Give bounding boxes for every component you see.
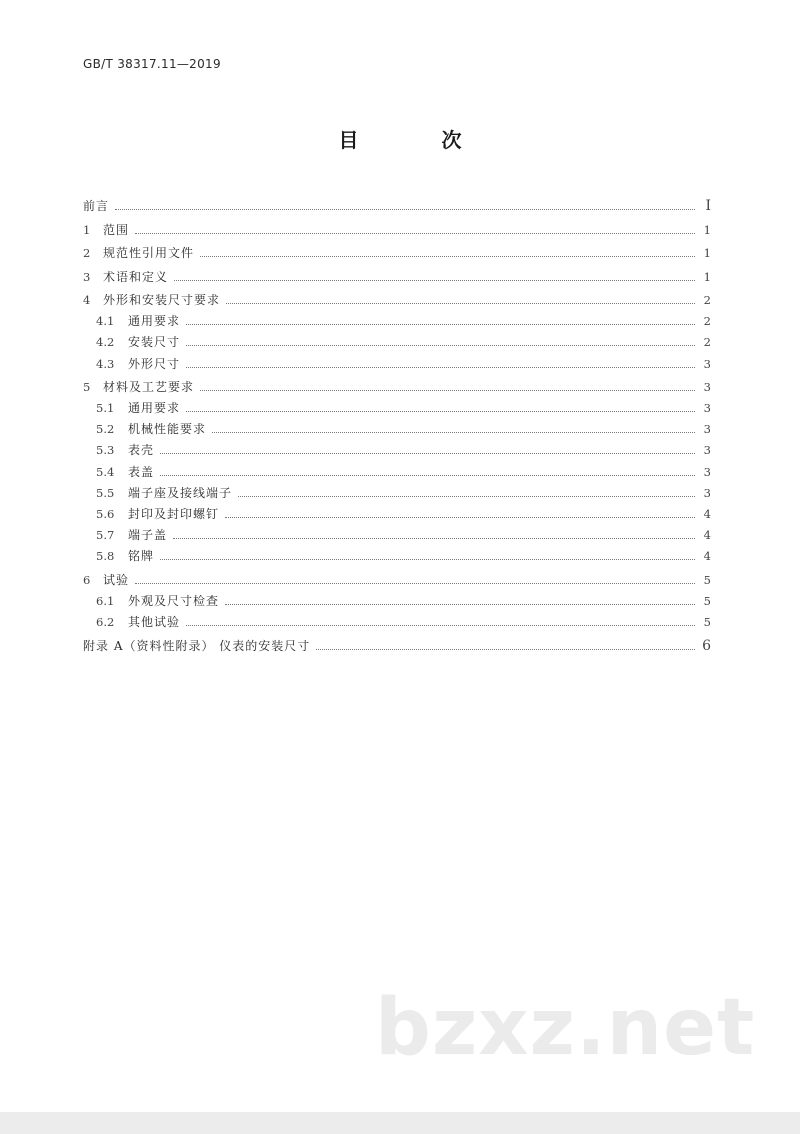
toc-entry-number: 6 xyxy=(83,572,91,587)
toc-entry[interactable] xyxy=(83,307,711,328)
toc-entry-page: 1 xyxy=(703,246,711,261)
toc-entry-label: 通用要求 xyxy=(128,401,181,416)
toc-entry-number: 5.2 xyxy=(96,422,115,437)
table-of-contents xyxy=(83,190,711,653)
dot-leader xyxy=(186,624,695,626)
toc-entry-number: 5.4 xyxy=(96,464,115,479)
dot-leader xyxy=(135,582,695,584)
toc-entry-number: 6.1 xyxy=(96,593,115,608)
toc-entry-number: 5.3 xyxy=(96,443,115,458)
toc-entry-label: 端子盖 xyxy=(128,528,168,543)
dot-leader xyxy=(160,474,695,476)
dot-leader xyxy=(160,452,695,454)
toc-entry-label: 外观及尺寸检查 xyxy=(128,593,220,608)
toc-entry[interactable] xyxy=(83,521,711,542)
toc-entry-label: 表盖 xyxy=(128,464,155,479)
toc-entry-page: 1 xyxy=(703,269,711,284)
toc-entry-label: 试验 xyxy=(103,572,130,587)
toc-entry-number: 4.3 xyxy=(96,356,115,371)
toc-entry-number: 1 xyxy=(83,222,91,237)
toc-entry-page: 5 xyxy=(703,615,711,630)
toc-entry-label: 表壳 xyxy=(128,443,155,458)
toc-entry[interactable] xyxy=(83,213,711,236)
toc-entry-page: 2 xyxy=(703,335,711,350)
toc-entry-page: I xyxy=(705,198,711,215)
dot-leader xyxy=(226,302,695,304)
toc-entry-page: 2 xyxy=(703,314,711,329)
dot-leader xyxy=(200,255,695,257)
toc-entry-page: 3 xyxy=(703,401,711,416)
toc-entry-number: 5.1 xyxy=(96,401,115,416)
toc-entry-page: 3 xyxy=(703,356,711,371)
toc-entry-number: 4.2 xyxy=(96,335,115,350)
toc-entry-label: 前言 xyxy=(83,199,110,214)
toc-entry-number: 4 xyxy=(83,292,91,307)
dot-leader xyxy=(186,323,695,325)
toc-entry[interactable] xyxy=(83,260,711,283)
toc-entry[interactable] xyxy=(83,328,711,349)
toc-entry-label: 外形尺寸 xyxy=(128,356,181,371)
standard-code: GB/T 38317.11—2019 xyxy=(83,57,221,71)
toc-entry-page: 3 xyxy=(703,464,711,479)
dot-leader xyxy=(200,389,695,391)
toc-entry[interactable] xyxy=(83,587,711,608)
toc-entry[interactable] xyxy=(83,415,711,436)
toc-entry[interactable] xyxy=(83,608,711,629)
toc-entry-number: 5.5 xyxy=(96,485,115,500)
dot-leader xyxy=(212,431,695,433)
toc-entry-number: 2 xyxy=(83,246,91,261)
dot-leader xyxy=(186,344,695,346)
toc-entry[interactable] xyxy=(83,371,711,394)
toc-entry-page: 3 xyxy=(703,379,711,394)
dot-leader xyxy=(225,603,695,605)
toc-entry-number: 5 xyxy=(83,379,91,394)
dot-leader xyxy=(186,366,695,368)
toc-entry-page: 4 xyxy=(703,549,711,564)
toc-entry[interactable] xyxy=(83,349,711,370)
toc-entry-page: 3 xyxy=(703,443,711,458)
dot-leader xyxy=(238,495,695,497)
toc-entry-label: 范围 xyxy=(103,222,130,237)
toc-entry-label: 外形和安装尺寸要求 xyxy=(103,292,221,307)
toc-entry[interactable] xyxy=(83,542,711,563)
toc-entry[interactable] xyxy=(83,237,711,260)
dot-leader xyxy=(160,558,695,560)
toc-entry-label: 安装尺寸 xyxy=(128,335,181,350)
toc-entry-label: 附录 A（资料性附录） 仪表的安装尺寸 xyxy=(83,638,311,653)
watermark: bzxz.net xyxy=(375,983,756,1073)
toc-entry-page: 4 xyxy=(703,507,711,522)
dot-leader xyxy=(115,208,695,210)
toc-entry-label: 通用要求 xyxy=(128,314,181,329)
toc-entry-page: 3 xyxy=(703,485,711,500)
toc-entry[interactable] xyxy=(83,479,711,500)
page-bottom-edge xyxy=(0,1112,800,1134)
toc-entry-number: 5.6 xyxy=(96,507,115,522)
toc-entry[interactable] xyxy=(83,457,711,478)
toc-entry-label: 机械性能要求 xyxy=(128,422,207,437)
toc-entry-number: 6.2 xyxy=(96,615,115,630)
toc-entry[interactable] xyxy=(83,190,711,213)
toc-entry-page: 4 xyxy=(703,528,711,543)
dot-leader xyxy=(174,279,695,281)
dot-leader xyxy=(135,232,695,234)
toc-entry[interactable] xyxy=(83,436,711,457)
toc-entry-label: 铭牌 xyxy=(128,549,155,564)
toc-entry-number: 4.1 xyxy=(96,314,115,329)
toc-entry-number: 5.8 xyxy=(96,549,115,564)
toc-entry[interactable] xyxy=(83,394,711,415)
dot-leader xyxy=(316,648,695,650)
page-title: 目 次 xyxy=(338,128,500,152)
toc-entry-page: 3 xyxy=(703,422,711,437)
dot-leader xyxy=(186,410,695,412)
toc-entry-page: 1 xyxy=(703,222,711,237)
toc-entry[interactable] xyxy=(83,629,711,652)
toc-entry-label: 材料及工艺要求 xyxy=(103,379,195,394)
toc-entry-label: 术语和定义 xyxy=(103,269,169,284)
toc-entry[interactable] xyxy=(83,563,711,586)
toc-entry-page: 2 xyxy=(703,292,711,307)
toc-entry[interactable] xyxy=(83,500,711,521)
toc-entry-number: 5.7 xyxy=(96,528,115,543)
toc-entry-page: 6 xyxy=(702,637,711,654)
toc-entry-number: 3 xyxy=(83,269,91,284)
toc-entry-label: 封印及封印螺钉 xyxy=(128,507,220,522)
dot-leader xyxy=(225,516,695,518)
toc-entry-label: 规范性引用文件 xyxy=(103,246,195,261)
toc-entry-page: 5 xyxy=(703,572,711,587)
toc-entry[interactable] xyxy=(83,284,711,307)
toc-entry-label: 其他试验 xyxy=(128,615,181,630)
toc-entry-label: 端子座及接线端子 xyxy=(128,485,233,500)
dot-leader xyxy=(173,537,695,539)
toc-entry-page: 5 xyxy=(703,593,711,608)
